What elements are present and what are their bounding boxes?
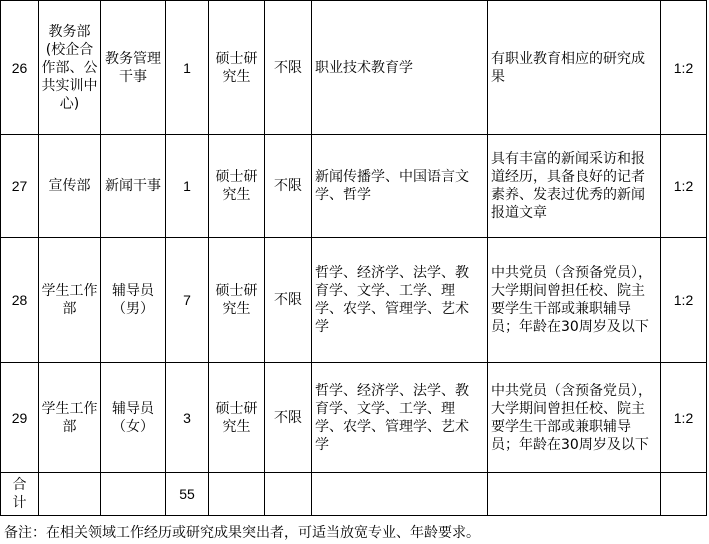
degree-text: 硕士研究生 [215,169,258,203]
row-index: 27 [1,135,39,238]
requirements-cell [488,1,661,135]
empty-cell [265,473,312,516]
empty-cell [39,473,101,516]
position-cell [101,238,166,363]
empty-cell [312,473,488,516]
department-cell [39,135,101,238]
total-label-cell [1,473,39,516]
degree-cell [209,1,265,135]
total-row [1,473,707,516]
position-text: 教务管理干事 [105,50,161,85]
empty-cell [488,473,661,516]
degree-text: 硕士研究生 [215,50,258,85]
age-cell: 不限 [265,135,312,238]
degree-cell [209,363,265,473]
ratio-cell: 1:2 [661,238,707,363]
major-text: 哲学、经济学、法学、教育学、文学、工学、理学、农学、管理学、艺术学 [315,265,469,335]
total-label: 合计 [12,477,27,511]
department-text: 学生工作部 [41,283,98,317]
requirements-text: 中共党员（含预备党员），大学期间曾担任校、院主要学生干部或兼职辅导员；年龄在30周岁及以下 [491,382,652,453]
total-count-cell: 55 [166,473,209,516]
degree-cell [209,135,265,238]
position-cell [101,363,166,473]
empty-cell [209,473,265,516]
degree-text: 硕士研究生 [215,400,258,435]
headcount-cell: 3 [166,363,209,473]
row-index: 28 [1,238,39,363]
table-row [1,1,707,135]
position-text: 辅导员（男） [112,283,154,317]
degree-text: 硕士研究生 [215,283,258,317]
empty-cell [101,473,166,516]
ratio-cell: 1:2 [661,363,707,473]
table-row [1,363,707,473]
headcount-cell: 7 [166,238,209,363]
ratio-cell: 1:2 [661,1,707,135]
major-cell [312,238,488,363]
requirements-text: 中共党员（含预备党员），大学期间曾担任校、院主要学生干部或兼职辅导员；年龄在30周岁及以下 [491,265,652,335]
age-cell: 不限 [265,238,312,363]
headcount-cell: 1 [166,135,209,238]
major-text: 哲学、经济学、法学、教育学、文学、工学、理学、农学、管理学、艺术学 [315,382,469,453]
requirements-text: 具有丰富的新闻采访和报道经历，具备良好的记者素养、发表过优秀的新闻报道文章 [491,151,645,221]
major-text: 新闻传播学、中国语言文学、哲学 [315,169,469,203]
table-row [1,238,707,363]
position-cell [101,135,166,238]
department-text: 教务部(校企合作部、公共实训中心) [41,23,98,112]
age-cell: 不限 [265,363,312,473]
age-cell: 不限 [265,1,312,135]
requirements-text: 有职业教育相应的研究成果 [491,50,645,85]
degree-cell [209,238,265,363]
requirements-cell [488,238,661,363]
empty-cell [661,473,707,516]
department-text: 宣传部 [48,178,91,194]
requirements-cell [488,363,661,473]
major-text: 职业技术教育学 [315,59,413,76]
major-cell [312,363,488,473]
position-text: 新闻干事 [105,178,161,194]
major-cell [312,135,488,238]
requirements-cell [488,135,661,238]
department-cell [39,363,101,473]
headcount-cell: 1 [166,1,209,135]
footnote: 备注：在相关领域工作经历或研究成果突出者，可适当放宽专业、年龄要求。 [4,525,480,541]
department-text: 学生工作部 [41,400,98,435]
department-cell [39,238,101,363]
row-index: 29 [1,363,39,473]
ratio-cell: 1:2 [661,135,707,238]
table-row [1,135,707,238]
major-cell [312,1,488,135]
row-index: 26 [1,1,39,135]
position-cell [101,1,166,135]
position-text: 辅导员（女） [112,400,154,435]
department-cell [39,1,101,135]
